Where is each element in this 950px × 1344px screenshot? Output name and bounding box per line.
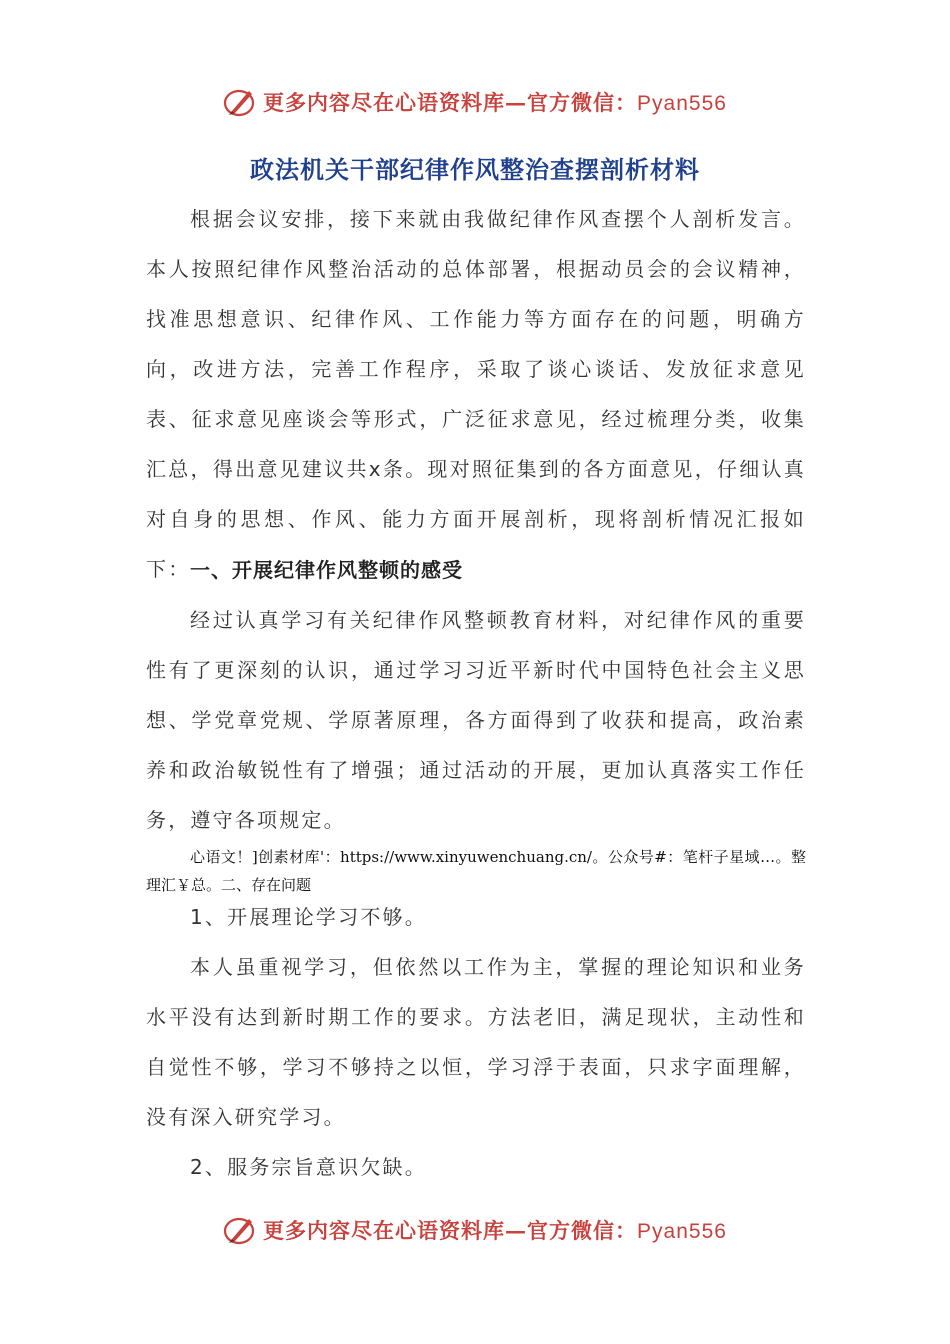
banner-wechat-id: Pyan556 bbox=[637, 92, 727, 115]
pen-circle-logo-icon bbox=[223, 1213, 257, 1247]
section1-paragraph: 经过认真学习有关纪律作风整顿教育材料，对纪律作风的重要性有了更深刻的认识，通过学习习近平新时代中国特色社会主义思想、学党章党规、学原著原理，各方面得到了收获和提高，政治素养和政治敏锐性有了增强；通过活动的开展，更加认真落实工作任务，遵守各项规定。 bbox=[146, 608, 806, 832]
banner-wechat-id: Pyan556 bbox=[637, 1220, 727, 1243]
item1-heading: 1、开展理论学习不够。 bbox=[190, 905, 427, 929]
intro-block bbox=[146, 194, 806, 594]
banner-brand: 更多内容尽在心语资料库—官方微信： bbox=[263, 90, 638, 115]
pen-circle-logo-icon bbox=[223, 85, 257, 119]
section1-heading: 一、开展纪律作风整顿的感受 bbox=[190, 558, 463, 582]
item1-paragraph: 本人虽重视学习，但依然以工作为主，掌握的理论知识和业务水平没有达到新时期工作的要求。方法老旧，满足现状，主动性和自觉性不够，学习不够持之以恒，学习浮于表面，只求字面理解，没有深入研究学习。 bbox=[146, 955, 806, 1129]
footer-banner[interactable] bbox=[0, 1210, 950, 1250]
watermark-block bbox=[146, 843, 806, 899]
item2-heading: 2、服务宗旨意识欠缺。 bbox=[190, 1155, 427, 1179]
banner-text bbox=[263, 87, 727, 117]
section1-block bbox=[146, 545, 806, 845]
watermark-line: 心语文！]创素材库'：https://www.xinyuwenchuang.cn/。公众号#：笔杆子星域…。整理汇￥总。二、存在问题 bbox=[146, 848, 806, 894]
document-title: 政法机关干部纪律作风整治查摆剖析材料 bbox=[250, 156, 700, 184]
header-banner[interactable] bbox=[0, 82, 950, 122]
banner-brand: 更多内容尽在心语资料库—官方微信： bbox=[263, 1218, 638, 1243]
banner-text bbox=[263, 1215, 727, 1245]
intro-paragraph: 根据会议安排，接下来就由我做纪律作风查摆个人剖析发言。本人按照纪律作风整治活动的总体部署，根据动员会的会议精神，找准思想意识、纪律作风、工作能力等方面存在的问题，明确方向，改进方法，完善工作程序，采取了谈心谈话、发放征求意见表、征求意见座谈会等形式，广泛征求意见，经过梳理分类，收集汇总，得出意见建议共x条。现对照征集到的各方面意见，仔细认真对自身的思想、作风、能力方面开展剖析，现将剖析情况汇报如下： bbox=[146, 207, 806, 581]
section2-block bbox=[146, 892, 806, 1192]
